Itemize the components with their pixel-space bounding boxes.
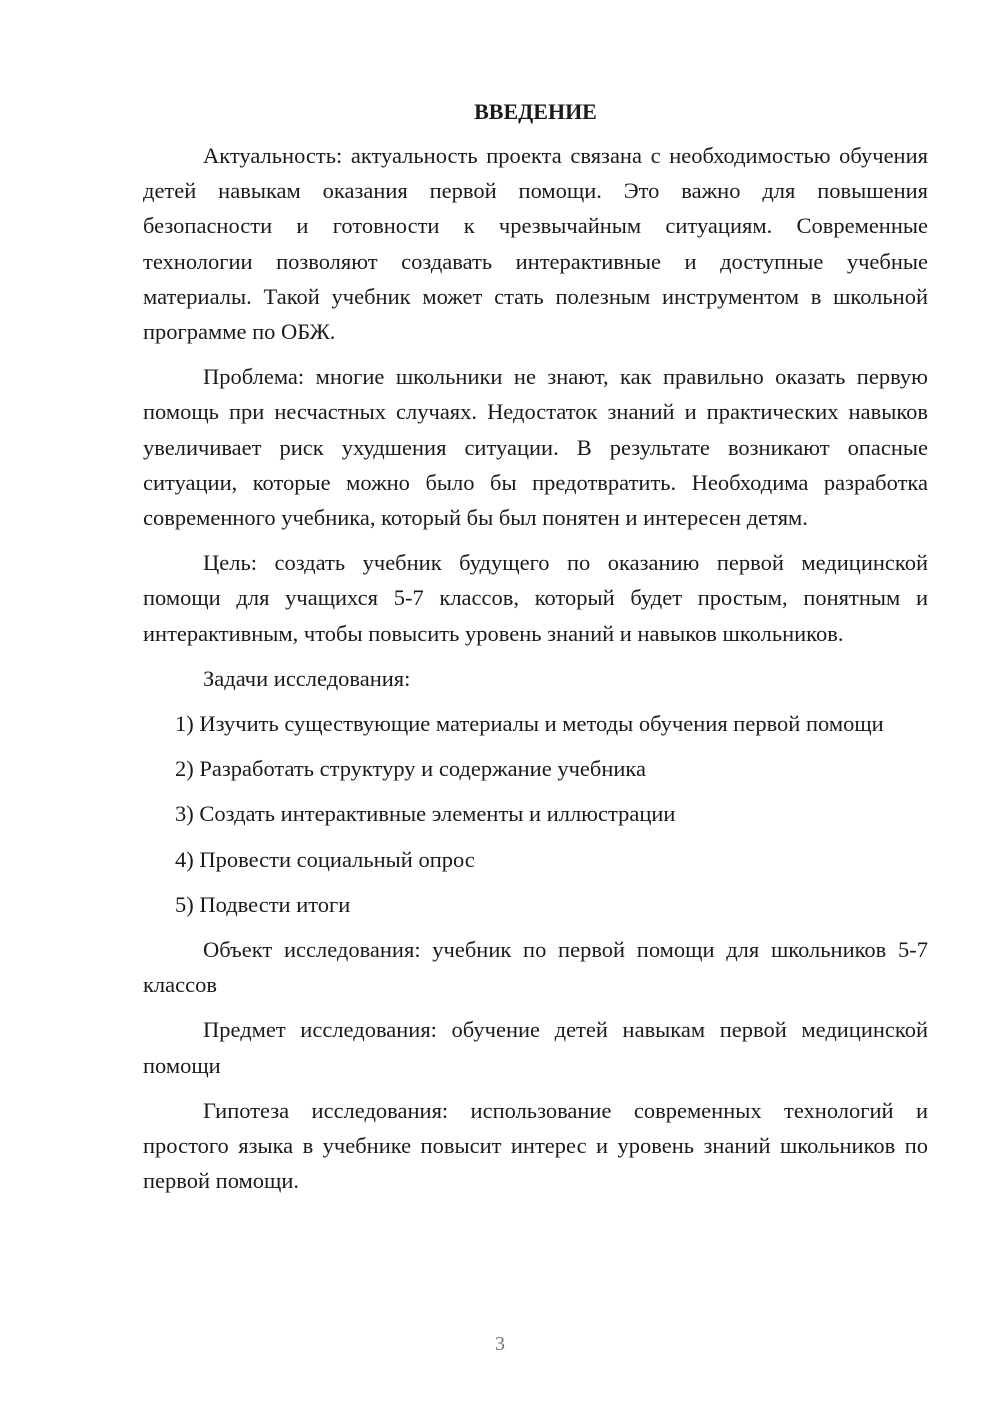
task-item: 4) Провести социальный опрос: [175, 846, 475, 872]
subject-paragraph: Предмет исследования: обучение детей навыкам первой медицинской помощи: [143, 1017, 928, 1078]
object-paragraph: Объект исследования: учебник по первой помощи для школьников 5-7 классов: [143, 937, 928, 998]
task-item: 2) Разработать структуру и содержание учебника: [175, 756, 646, 782]
relevance-paragraph: Актуальность: актуальность проекта связана с необходимостью обучения детей навыкам оказания первой помощи. Это важно для повышения безопасности и готовности к чрезвычайным ситуациям. Современные технологии позволяют создавать интерактивные и доступные учебные материалы. Такой учебник может стать полезным инструментом в школьной программе по ОБЖ.: [143, 143, 928, 345]
page-content: [143, 96, 928, 1208]
task-item: 5) Подвести итоги: [175, 891, 351, 917]
task-item: 1) Изучить существующие материалы и методы обучения первой помощи: [175, 711, 884, 737]
hypothesis-paragraph: Гипотеза исследования: использование современных технологий и простого языка в учебнике повысит интерес и уровень знаний школьников по первой помощи.: [143, 1097, 928, 1194]
tasks-heading: Задачи исследования:: [203, 665, 411, 691]
page-title: ВВЕДЕНИЕ: [474, 99, 597, 124]
page-number: 3: [495, 1333, 505, 1355]
tasks-list: [143, 706, 928, 922]
goal-paragraph: Цель: создать учебник будущего по оказанию первой медицинской помощи для учащихся 5-7 классов, который будет простым, понятным и интерактивным, чтобы повысить уровень знаний и навыков школьников.: [143, 550, 928, 646]
task-item: 3) Создать интерактивные элементы и иллюстрации: [175, 801, 676, 827]
problem-paragraph: Проблема: многие школьники не знают, как правильно оказать первую помощь при несчастных случаях. Недостаток знаний и практических навыков увеличивает риск ухудшения ситуации. В результате возникают опасные ситуации, которые можно было бы предотвратить. Необходима разработка современного учебника, который бы был понятен и интересен детям.: [143, 364, 928, 531]
